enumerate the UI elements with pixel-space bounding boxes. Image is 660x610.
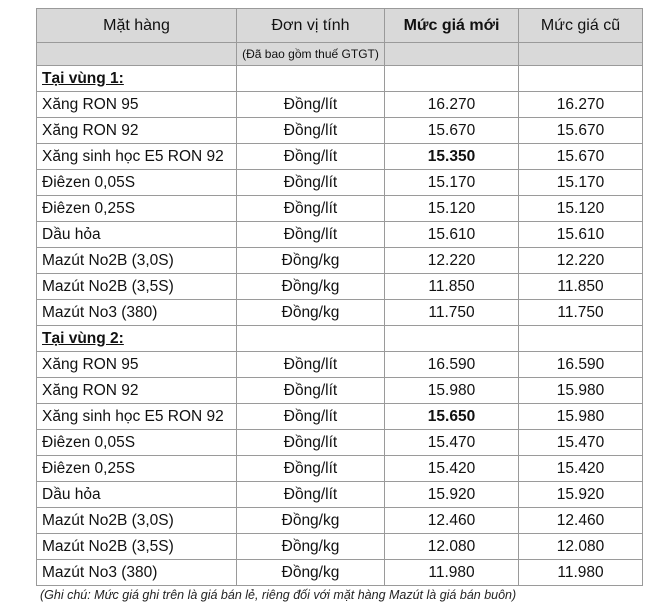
header-sub-empty — [519, 43, 643, 66]
header-unit: Đơn vị tính — [237, 9, 385, 43]
table-row — [37, 560, 643, 586]
table-row — [37, 482, 643, 508]
unit-cell: Đồng/kg — [237, 560, 385, 586]
table-row — [37, 430, 643, 456]
price-table-body — [37, 9, 643, 586]
empty-cell — [519, 66, 643, 92]
new-price-cell: 15.420 — [385, 456, 519, 482]
unit-cell: Đồng/lít — [237, 170, 385, 196]
table-row — [37, 196, 643, 222]
header-subrow — [37, 43, 643, 66]
item-name: Xăng RON 92 — [37, 378, 237, 404]
table-row — [37, 300, 643, 326]
item-name: Mazút No3 (380) — [37, 560, 237, 586]
old-price-cell: 16.270 — [519, 92, 643, 118]
tax-note: (Đã bao gồm thuế GTGT) — [237, 43, 385, 66]
item-name: Mazút No2B (3,5S) — [37, 274, 237, 300]
unit-cell: Đồng/lít — [237, 92, 385, 118]
region-header-row — [37, 66, 643, 92]
unit-cell: Đồng/lít — [237, 222, 385, 248]
unit-cell: Đồng/lít — [237, 404, 385, 430]
empty-cell — [519, 326, 643, 352]
new-price-cell: 15.170 — [385, 170, 519, 196]
item-name: Mazút No2B (3,0S) — [37, 248, 237, 274]
old-price-cell: 11.750 — [519, 300, 643, 326]
new-price-cell: 11.980 — [385, 560, 519, 586]
price-table-container — [36, 8, 643, 586]
header-new-price: Mức giá mới — [385, 9, 519, 43]
table-row — [37, 222, 643, 248]
table-row — [37, 456, 643, 482]
table-row — [37, 378, 643, 404]
unit-cell: Đồng/lít — [237, 456, 385, 482]
region-title: Tại vùng 2: — [37, 326, 237, 352]
item-name: Xăng sinh học E5 RON 92 — [37, 144, 237, 170]
old-price-cell: 11.980 — [519, 560, 643, 586]
old-price-cell: 15.420 — [519, 456, 643, 482]
table-row — [37, 352, 643, 378]
unit-cell: Đồng/kg — [237, 508, 385, 534]
region-header-row — [37, 326, 643, 352]
unit-cell: Đồng/lít — [237, 378, 385, 404]
unit-cell: Đồng/kg — [237, 274, 385, 300]
fuel-price-table — [36, 8, 643, 586]
old-price-cell: 15.120 — [519, 196, 643, 222]
old-price-cell: 15.980 — [519, 378, 643, 404]
item-name: Mazút No2B (3,5S) — [37, 534, 237, 560]
header-sub-empty — [37, 43, 237, 66]
item-name: Điêzen 0,05S — [37, 170, 237, 196]
item-name: Mazút No3 (380) — [37, 300, 237, 326]
item-name: Dầu hỏa — [37, 482, 237, 508]
table-row — [37, 534, 643, 560]
new-price-cell: 16.270 — [385, 92, 519, 118]
new-price-cell: 15.920 — [385, 482, 519, 508]
old-price-cell: 16.590 — [519, 352, 643, 378]
old-price-cell: 15.170 — [519, 170, 643, 196]
old-price-cell: 12.460 — [519, 508, 643, 534]
new-price-cell: 15.670 — [385, 118, 519, 144]
new-price-cell: 11.850 — [385, 274, 519, 300]
old-price-cell: 15.470 — [519, 430, 643, 456]
new-price-cell: 15.120 — [385, 196, 519, 222]
old-price-cell: 15.980 — [519, 404, 643, 430]
empty-cell — [385, 66, 519, 92]
table-row — [37, 118, 643, 144]
new-price-cell: 11.750 — [385, 300, 519, 326]
old-price-cell: 15.670 — [519, 144, 643, 170]
table-row — [37, 248, 643, 274]
new-price-cell: 15.980 — [385, 378, 519, 404]
new-price-cell: 12.460 — [385, 508, 519, 534]
header-sub-empty — [385, 43, 519, 66]
item-name: Điêzen 0,05S — [37, 430, 237, 456]
table-row — [37, 92, 643, 118]
header-item: Mặt hàng — [37, 9, 237, 43]
new-price-cell: 15.650 — [385, 404, 519, 430]
table-row — [37, 274, 643, 300]
old-price-cell: 12.220 — [519, 248, 643, 274]
item-name: Điêzen 0,25S — [37, 196, 237, 222]
old-price-cell: 11.850 — [519, 274, 643, 300]
item-name: Xăng RON 92 — [37, 118, 237, 144]
unit-cell: Đồng/kg — [237, 300, 385, 326]
old-price-cell: 15.920 — [519, 482, 643, 508]
new-price-cell: 16.590 — [385, 352, 519, 378]
empty-cell — [237, 66, 385, 92]
old-price-cell: 15.610 — [519, 222, 643, 248]
new-price-cell: 12.220 — [385, 248, 519, 274]
new-price-cell: 15.350 — [385, 144, 519, 170]
table-row — [37, 404, 643, 430]
unit-cell: Đồng/lít — [237, 118, 385, 144]
region-title: Tại vùng 1: — [37, 66, 237, 92]
new-price-cell: 12.080 — [385, 534, 519, 560]
unit-cell: Đồng/lít — [237, 352, 385, 378]
unit-cell: Đồng/kg — [237, 534, 385, 560]
old-price-cell: 15.670 — [519, 118, 643, 144]
new-price-cell: 15.610 — [385, 222, 519, 248]
table-row — [37, 144, 643, 170]
header-old-price: Mức giá cũ — [519, 9, 643, 43]
new-price-cell: 15.470 — [385, 430, 519, 456]
unit-cell: Đồng/lít — [237, 196, 385, 222]
item-name: Xăng sinh học E5 RON 92 — [37, 404, 237, 430]
empty-cell — [237, 326, 385, 352]
table-row — [37, 170, 643, 196]
item-name: Xăng RON 95 — [37, 92, 237, 118]
old-price-cell: 12.080 — [519, 534, 643, 560]
table-row — [37, 508, 643, 534]
item-name: Dầu hỏa — [37, 222, 237, 248]
item-name: Xăng RON 95 — [37, 352, 237, 378]
empty-cell — [385, 326, 519, 352]
unit-cell: Đồng/lít — [237, 144, 385, 170]
item-name: Mazút No2B (3,0S) — [37, 508, 237, 534]
item-name: Điêzen 0,25S — [37, 456, 237, 482]
unit-cell: Đồng/lít — [237, 430, 385, 456]
unit-cell: Đồng/kg — [237, 248, 385, 274]
footnote: (Ghi chú: Mức giá ghi trên là giá bán lẻ, riêng đối với mặt hàng Mazút là giá bán buôn) — [40, 588, 517, 602]
header-row — [37, 9, 643, 43]
unit-cell: Đồng/lít — [237, 482, 385, 508]
